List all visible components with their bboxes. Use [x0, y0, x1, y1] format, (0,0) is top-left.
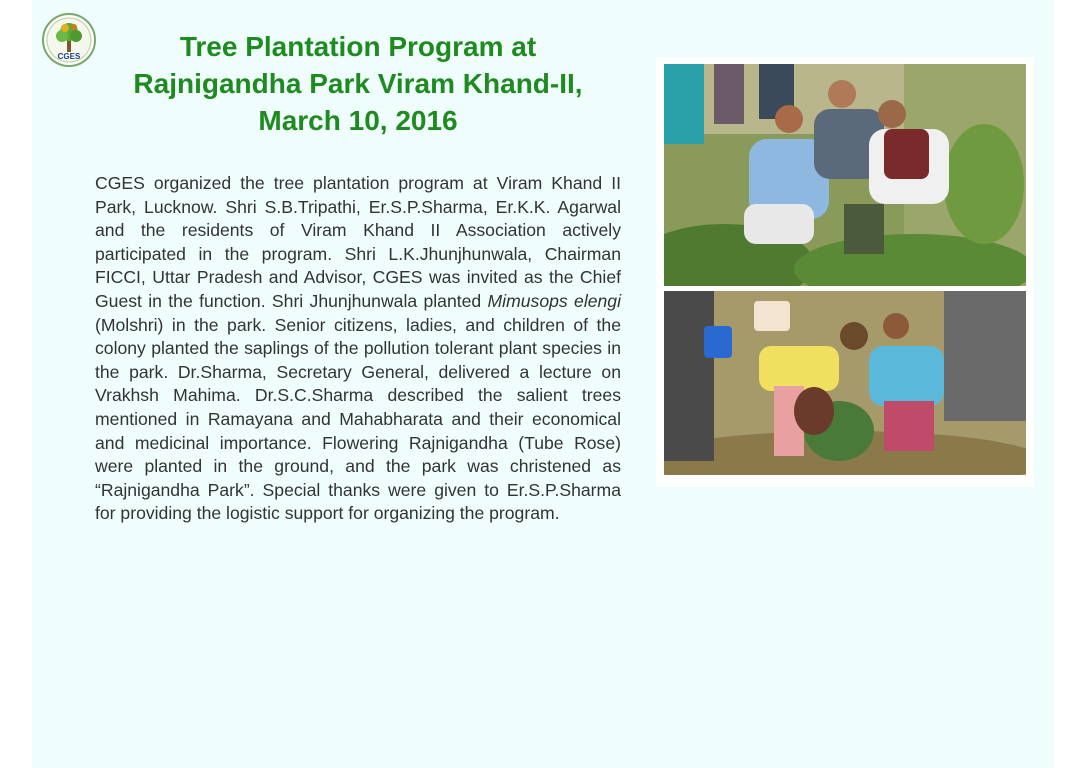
logo-text: CGES — [57, 52, 81, 61]
photo-collage — [656, 57, 1034, 487]
photo-children-planting-image — [664, 291, 1026, 475]
page-title — [90, 28, 626, 139]
cges-logo — [41, 12, 97, 68]
title-line-2: Rajnigandha Park Viram Khand-II, — [133, 68, 583, 99]
tree-logo-icon — [41, 12, 97, 68]
article-text-part-2: (Molshri) in the park. Senior citizens, ladies, and children of the colony planted the saplings of the pollution tolerant plant species in the park. Dr.Sharma, Secretary General, delivered a lecture on Vrakhsh Mahima. Dr.S.C.Sharma described the salient trees mentioned in Ramayana and Mahabharata and their economical and medicinal importance. Flowering Rajnigandha (Tube Rose) were planted in the ground, and the park was christened as “Rajnigandha Park”. Special thanks were given to Er.S.P.Sharma for providing the logistic support for organizing the program. — [95, 314, 621, 524]
article-text-part-1: CGES organized the tree plantation program at Viram Khand II Park, Lucknow. Shri S.B.Tripathi, Er.S.P.Sharma, Er.K.K. Agarwal and the residents of Viram Khand II Association actively participated in the program. Shri L.K.Jhunjhunwala, Chairman FICCI, Uttar Pradesh and Advisor, CGES was invited as the Chief Guest in the function. Shri Jhunjhunwala planted — [95, 173, 621, 311]
article-body — [95, 172, 621, 526]
photo-children-planting — [664, 291, 1026, 475]
article-italic-species: Mimusops elengi — [487, 290, 621, 311]
title-line-1: Tree Plantation Program at — [179, 31, 537, 62]
title-line-3: March 10, 2016 — [258, 105, 458, 136]
photo-planting-group — [664, 64, 1026, 286]
photo-men-planting-image — [664, 64, 1026, 286]
